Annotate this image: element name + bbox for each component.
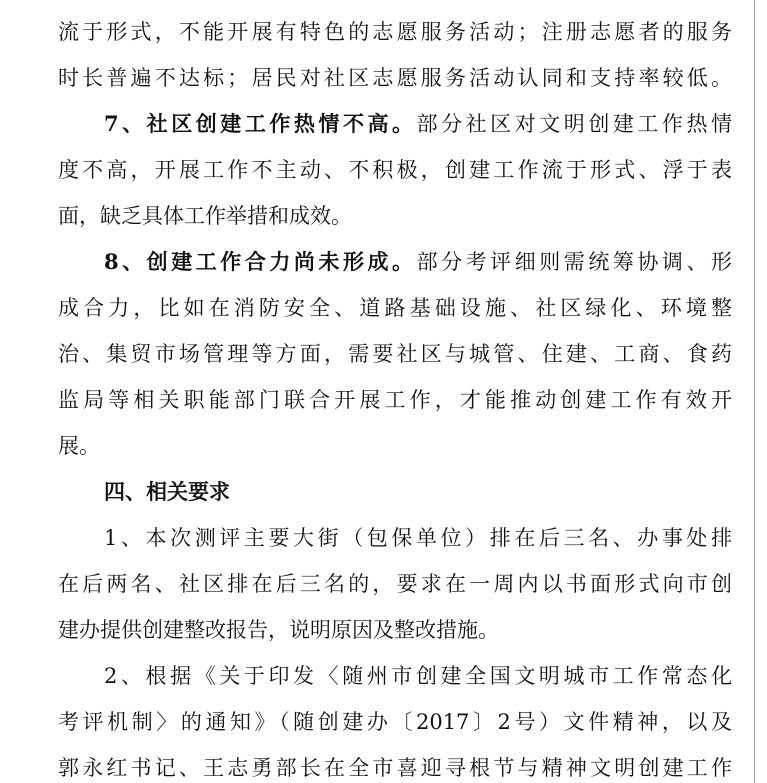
line-text: 建办提供创建整改报告，说明原因及整改措施。 (58, 618, 499, 642)
paragraph-line-17 (58, 751, 732, 783)
line-text: 郭永红书记、王志勇部长在全市喜迎寻根节与精神文明创建工作 (58, 756, 732, 780)
item-8-heading: 8、创建工作合力尚未形成。 (104, 249, 417, 274)
line-text: 度不高，开展工作不主动、不积极，创建工作流于形式、浮于表 (58, 158, 732, 182)
line-text: 面，缺乏具体工作举措和成效。 (58, 204, 352, 228)
paragraph-line-2 (58, 61, 732, 95)
section-4-heading: 四、相关要求 (104, 479, 230, 504)
paragraph-line-10 (58, 429, 732, 463)
line-text: 监局等相关职能部门联合开展工作，才能推动创建工作有效开 (58, 388, 732, 412)
line-text: 成合力，比如在消防安全、道路基础设施、社区绿化、环境整 (58, 296, 732, 320)
paragraph-line-15 (104, 659, 732, 693)
paragraph-line-1 (58, 15, 732, 49)
line-text: 流于形式，不能开展有特色的志愿服务活动；注册志愿者的服务 (58, 20, 732, 44)
line-text: 部分考评细则需统筹协调、形 (416, 250, 732, 274)
line-text: 考评机制〉的通知》（随创建办〔2017〕2号）文件精神，以及 (58, 710, 732, 734)
item-7-heading-line (104, 107, 732, 141)
paragraph-line-5 (58, 199, 732, 233)
paragraph-line-14 (58, 613, 732, 647)
line-text: 治、集贸市场管理等方面，需要社区与城管、住建、工商、食药 (58, 342, 732, 366)
section-4-heading-line (104, 475, 732, 509)
line-text: 时长普遍不达标；居民对社区志愿服务活动认同和支持率较低。 (58, 66, 732, 90)
item-8-heading-line (104, 245, 732, 279)
paragraph-line-4 (58, 153, 732, 187)
page-edge-divider (754, 0, 755, 783)
line-text: 在后两名、社区排在后三名的，要求在一周内以书面形式向市创 (58, 572, 732, 596)
item-7-heading: 7、社区创建工作热情不高。 (104, 111, 417, 136)
paragraph-line-16 (58, 705, 732, 739)
line-text: 部分社区对文明创建工作热情 (416, 112, 732, 136)
paragraph-line-13 (58, 567, 732, 601)
paragraph-line-8 (58, 337, 732, 371)
paragraph-line-9 (58, 383, 732, 417)
line-text: 2、根据《关于印发〈随州市创建全国文明城市工作常态化 (104, 664, 732, 688)
paragraph-line-12 (104, 521, 732, 555)
line-text: 1、本次测评主要大街（包保单位）排在后三名、办事处排 (104, 526, 732, 550)
paragraph-line-7 (58, 291, 732, 325)
line-text: 展。 (58, 434, 100, 458)
